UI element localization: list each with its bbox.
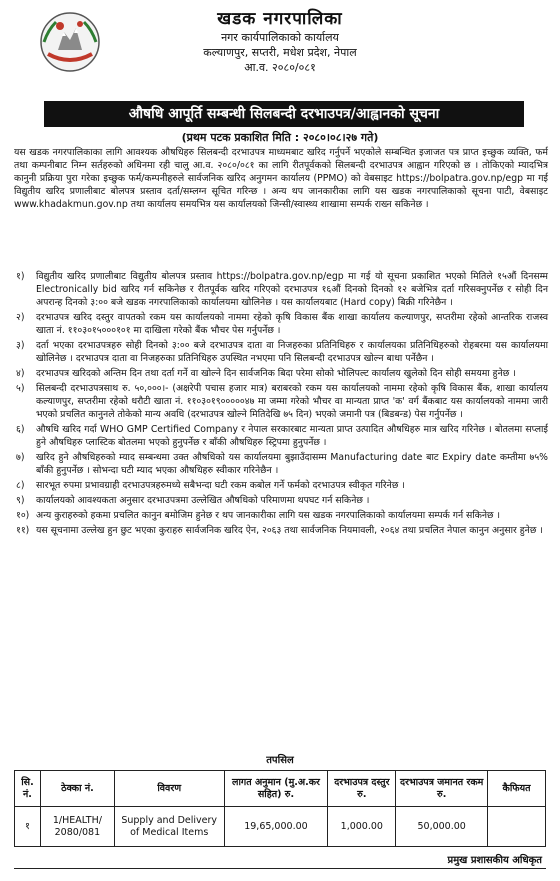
notice-page: [8, 6, 552, 876]
schedule-title: तपसिल: [266, 755, 294, 766]
table-header-row: [15, 771, 546, 807]
column-header: सि. नं.: [15, 771, 41, 807]
clause-number: १०): [16, 510, 30, 521]
clause-text: दरभाउपत्र खरिद दस्तुर वापतको रकम यस कार्यालयको नाममा रहेको कृषि विकास बैंक शाखा कार्यालय कल्याणपुर, सप्तरीमा रहेको आन्तरिक राजस्व खाता नं. ११०३०१५०००१०१ मा दाखिला गरेको बैंक भौचर पेस गर्नुपर्नेछ ।: [36, 312, 548, 336]
column-header: विवरण: [114, 771, 224, 807]
bottom-divider: [14, 868, 546, 869]
clause-number: ३): [16, 340, 25, 351]
org-name: खडक नगरपालिका: [217, 9, 343, 29]
clause-item: [14, 311, 548, 337]
clause-item: [14, 524, 548, 537]
letterhead: [8, 8, 552, 75]
signoff: प्रमुख प्रशासकीय अधिकृत: [447, 855, 542, 866]
cell-contract-no: 1/HEALTH/ 2080/081: [40, 807, 114, 847]
schedule-table: [14, 770, 546, 847]
clause-item: [14, 423, 548, 449]
clause-number: ५): [16, 383, 25, 394]
cell-serial: १: [15, 807, 41, 847]
clause-item: [14, 382, 548, 421]
clause-text: यस सूचनामा उल्लेख हुन छुट भएका कुराहरु सार्वजनिक खरिद ऐन, २०६३ तथा सार्वजनिक नियमावली, २०६४ तथा प्रचलित नेपाल कानुन अनुसार हुनेछ ।: [36, 525, 543, 536]
clause-number: ४): [16, 368, 25, 379]
clause-item: [14, 479, 548, 492]
column-header: कैफियत: [488, 771, 546, 807]
clause-item: [14, 339, 548, 365]
clause-text: विद्युतीय खरिद प्रणालीबाट विद्युतीय बोलपत्र प्रस्ताव https://bolpatra.gov.np/egp मा गई यो सूचना प्रकाशित भएको मितिले १५औं दिनसम्म Electronically bid खरिद गर्न सकिनेछ र रीतपूर्वक खरिद गरिएको दरभाउपत्र १६औं दिनको दिनको १२ बजेभित्र दर्ता गरिसक्नुपर्नेछ र सोही दिन अपरान्ह दिनको ३:०० बजे खडक नगरपालिकाको कार्यालयमा खोलिनेछ । यस कार्यालयबाट (Hard copy) बिक्री गरिनेछैन ।: [36, 271, 548, 308]
column-header: लागत अनुमान (मु.अ.कर सहित) रु.: [224, 771, 328, 807]
clause-item: [14, 270, 548, 309]
column-header: दरभाउपत्र दस्तुर रु.: [328, 771, 396, 807]
clause-number: ९): [16, 495, 25, 506]
clause-number: १): [16, 271, 25, 282]
office-address: कल्याणपुर, सप्तरी, मधेश प्रदेश, नेपाल: [203, 46, 357, 59]
clause-list: [14, 270, 548, 539]
clause-text: औषधि खरिद गर्दा WHO GMP Certified Company र नेपाल सरकारबाट मान्यता प्राप्त उत्पादित औषधिहरु मात्र खरिद गरिनेछ । बोतलमा सप्लाई हुने औषधिहरु प्लास्टिक बोतलमा भएको हुनुपर्नेछ र बाँकी औषधिहरु स्ट्रिपमा हुनुपर्नेछ ।: [36, 424, 548, 448]
clause-text: अन्य कुराहरुको हकमा प्रचलित कानुन बमोजिम हुनेछ र थप जानकारीका लागि यस खडक नगरपालिकाको कार्यालयमा सम्पर्क गर्न सकिनेछ ।: [36, 510, 501, 521]
clause-text: दर्ता भएका दरभाउपत्रहरु सोही दिनको ३:०० बजे दरभाउपत्र दाता वा निजहरुका प्रतिनिधिहरु र कार्यालयका प्रतिनिधिहरुको रोहबरमा यस कार्यालयमा खोलिनेछ । दरभाउपत्र दाता वा निजहरुका प्रतिनिधिहरु उपस्थित नभएमा पनि सिलबन्दी दरभाउपत्र खोल्न बाधा पर्नेछैन ।: [36, 340, 548, 364]
column-header: दरभाउपत्र जमानत रकम रु.: [396, 771, 488, 807]
clause-text: खरिद हुने औषधिहरुको म्याद सम्बन्धमा उक्त औषधिको यस कार्यालयमा बुझाउँदासम्म Manufacturing date बाट Expiry date कम्तीमा ७५% बाँकी हुनुपर्नेछ । सोभन्दा घटी म्याद भएका औषधिहरु स्वीकार गरिनेछैन ।: [36, 452, 548, 476]
cell-description: Supply and Delivery of Medical Items: [114, 807, 224, 847]
notice-subtitle: (प्रथम पटक प्रकाशित मिति : २०८०।०८।२७ गते): [181, 131, 379, 144]
clause-number: २): [16, 312, 25, 323]
column-header: ठेक्का नं.: [40, 771, 114, 807]
clause-item: [14, 509, 548, 522]
notice-title: औषधि आपूर्ति सम्बन्धी सिलबन्दी दरभाउपत्र/आह्वानको सूचना: [44, 101, 524, 127]
table-row: [15, 807, 546, 847]
cell-bid-security: 50,000.00: [396, 807, 488, 847]
clause-item: [14, 494, 548, 507]
clause-text: सारभूत रुपमा प्रभावग्राही दरभाउपत्रहरुमध्ये सबैभन्दा घटी रकम कबोल गर्ने फर्मको दरभाउपत्र स्वीकृत गरिनेछ ।: [36, 480, 405, 491]
fiscal-year: आ.व. २०८०/०८१: [244, 61, 316, 74]
clause-text: दरभाउपत्र खरिदको अन्तिम दिन तथा दर्ता गर्ने वा खोल्ने दिन सार्वजनिक बिदा परेमा सोको भोलिपल्ट कार्यालय खुलेको दिन सोही समयमा हुनेछ ।: [36, 368, 516, 379]
clause-number: ६): [16, 424, 25, 435]
clause-text: कार्यालयको आवश्यकता अनुसार दरभाउपत्रमा उल्लेखित औषधिको परिमाणमा थपघट गर्न सकिनेछ ।: [36, 495, 370, 506]
clause-item: [14, 367, 548, 380]
clause-item: [14, 451, 548, 477]
clause-number: ८): [16, 480, 25, 491]
clause-number: ७): [16, 452, 25, 463]
cell-cost-estimate: 19,65,000.00: [224, 807, 328, 847]
clause-number: ११): [16, 525, 30, 536]
cell-bid-fee: 1,000.00: [328, 807, 396, 847]
office-name: नगर कार्यपालिकाको कार्यालय: [221, 31, 339, 44]
clause-text: सिलबन्दी दरभाउपत्रसाथ रु. ५०,०००।- (अक्षरेपी पचास हजार मात्र) बराबरको रकम यस कार्यालयको नाममा रहेको कृषि विकास बैंक, शाखा कार्यालय कल्याणपुर, सप्तरीमा रहेको धरौटी खाता नं. ११०३०१९०००००४७ मा जम्मा गरेको भौचर वा मान्यता प्राप्त 'क' वर्ग बैंकबाट यस कार्यालयको नाममा जारी भएको प्रचलित कानुनले तोकेको मान्य अवधि (दरभाउपत्र खोल्ने मितिदेखि ७५ दिन) भएको जमानी पत्र (बिडबन्ड) पेस गर्नुपर्नेछ ।: [36, 383, 548, 420]
cell-remarks: [488, 807, 546, 847]
notice-intro: यस खडक नगरपालिकाका लागि आवश्यक औषधिहरु सिलबन्दी दरभाउपत्र माध्यमबाट खरिद गर्नुपर्ने भएकोले सम्बन्धित इजाजत पत्र प्राप्त इच्छुक व्यक्ति, फर्म तथा कम्पनीबाट निम्न सर्तहरुको अधिनमा रही चालु आ.व. २०८०/०८१ का लागि रीतपूर्वकको सिलबन्दी दरभाउपत्र आह्वान गरिएको छ । तोकिएको म्यादभित्र कानुनी प्रक्रिया पुरा गरेका इच्छुक फर्म/कम्पनीहरुले सार्वजनिक खरिद अनुगमन कार्यालय (PPMO) को वेबसाइट https://bolpatra.gov.np/egp मा गई विद्युतीय खरिद प्रणालीबाट बोलपत्र प्रस्ताव दर्ता/सम्लग्न सूचित गरिन्छ । अन्य थप जानकारीका लागि यस खडक नगरपालिकाको सूचना पाटी, वेबसाइट www.khadakmun.gov.np तथा कार्यालय समयभित्र यस कार्यालयको जिन्सी/स्वास्थ्य शाखामा सम्पर्क राख्न सकिनेछ ।: [14, 147, 548, 210]
